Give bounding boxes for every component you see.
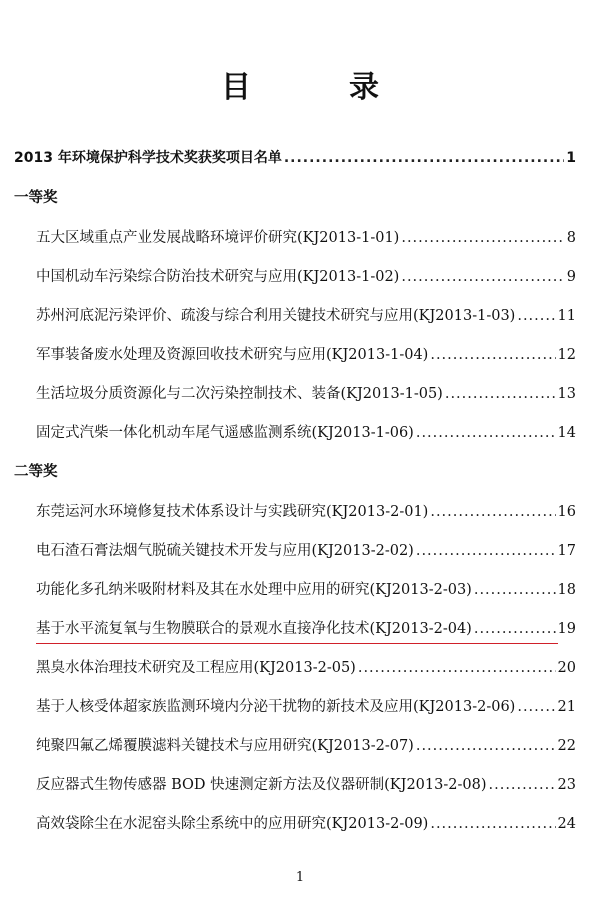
page-number: 1	[295, 870, 305, 885]
toc-entry[interactable]	[36, 304, 576, 325]
dot-leader	[474, 582, 556, 598]
toc-entry-page: 12	[557, 347, 576, 363]
toc-entry-text: 黑臭水体治理技术研究及工程应用(KJ2013-2-05)	[36, 660, 356, 676]
toc-entry-page: 22	[557, 738, 576, 754]
dot-leader	[358, 660, 556, 676]
toc-entry-text: 纯聚四氟乙烯覆膜滤料关键技术与应用研究(KJ2013-2-07)	[36, 738, 414, 754]
toc-entry-page: 24	[557, 816, 576, 832]
toc-entry-text: 中国机动车污染综合防治技术研究与应用(KJ2013-1-02)	[36, 269, 400, 285]
toc-entry-page: 20	[557, 660, 576, 676]
dot-leader	[430, 347, 555, 363]
section-heading-first-prize: 一等奖	[14, 190, 58, 206]
toc-entry-text: 2013 年环境保护科学技术奖获奖项目名单	[14, 150, 282, 166]
toc-entry[interactable]	[36, 812, 576, 833]
toc-entry[interactable]	[36, 343, 576, 364]
toc-entry-text: 电石渣石膏法烟气脱硫关键技术开发与应用(KJ2013-2-02)	[36, 543, 414, 559]
toc-entry-highlighted[interactable]	[36, 617, 576, 638]
toc-entry-page: 21	[557, 699, 576, 715]
dot-leader	[401, 230, 564, 246]
dot-leader	[445, 386, 556, 402]
dot-leader	[416, 738, 556, 754]
dot-leader	[416, 425, 556, 441]
toc-entry-page: 17	[557, 543, 576, 559]
toc-entry-text: 五大区域重点产业发展战略环境评价研究(KJ2013-1-01)	[36, 230, 400, 246]
dot-leader	[430, 816, 555, 832]
toc-entry[interactable]	[36, 382, 576, 403]
toc-entry-page: 1	[566, 150, 576, 166]
toc-entry-page: 9	[566, 269, 576, 285]
toc-entry-page: 8	[566, 230, 576, 246]
toc-entry[interactable]	[36, 226, 576, 247]
toc-entry-text: 基于人核受体超家族监测环境内分泌干扰物的新技术及应用(KJ2013-2-06)	[36, 699, 516, 715]
dot-leader	[517, 699, 555, 715]
section-heading-second-prize: 二等奖	[14, 464, 58, 480]
page-title: 目 录	[221, 70, 413, 105]
dot-leader	[489, 777, 556, 793]
toc-entry-page: 16	[557, 504, 576, 520]
dot-leader	[416, 543, 556, 559]
toc-entry-page: 19	[557, 621, 576, 637]
toc-entry-text: 苏州河底泥污染评价、疏浚与综合利用关键技术研究与应用(KJ2013-1-03)	[36, 308, 516, 324]
dot-leader	[430, 504, 555, 520]
toc-entry-text: 固定式汽柴一体化机动车尾气遥感监测系统(KJ2013-1-06)	[36, 425, 414, 441]
dot-leader	[401, 269, 564, 285]
dot-leader	[517, 308, 555, 324]
toc-entry[interactable]	[36, 734, 576, 755]
toc-entry[interactable]	[36, 578, 576, 599]
dot-leader	[474, 621, 556, 637]
toc-entry-text: 军事装备废水处理及资源回收技术研究与应用(KJ2013-1-04)	[36, 347, 429, 363]
toc-main-entry[interactable]	[14, 147, 576, 167]
toc-entry-page: 23	[557, 777, 576, 793]
toc-entry[interactable]	[36, 695, 576, 716]
toc-entry-text: 东莞运河水环境修复技术体系设计与实践研究(KJ2013-2-01)	[36, 504, 429, 520]
toc-entry-page: 11	[557, 308, 576, 324]
toc-entry[interactable]	[36, 421, 576, 442]
toc-entry[interactable]	[36, 500, 576, 521]
dot-leader	[284, 150, 564, 166]
toc-entry-text: 功能化多孔纳米吸附材料及其在水处理中应用的研究(KJ2013-2-03)	[36, 582, 472, 598]
toc-entry-page: 14	[557, 425, 576, 441]
toc-entry-text: 高效袋除尘在水泥窑头除尘系统中的应用研究(KJ2013-2-09)	[36, 816, 429, 832]
toc-entry[interactable]	[36, 539, 576, 560]
toc-entry-page: 13	[557, 386, 576, 402]
toc-entry[interactable]	[36, 773, 576, 794]
toc-entry-text: 基于水平流复氧与生物膜联合的景观水直接净化技术(KJ2013-2-04)	[36, 621, 472, 637]
toc-entry[interactable]	[36, 656, 576, 677]
toc-entry-page: 18	[557, 582, 576, 598]
red-underline-mark	[36, 643, 558, 644]
toc-entry[interactable]	[36, 265, 576, 286]
toc-entry-text: 生活垃圾分质资源化与二次污染控制技术、装备(KJ2013-1-05)	[36, 386, 443, 402]
toc-entry-text: 反应器式生物传感器 BOD 快速测定新方法及仪器研制(KJ2013-2-08)	[36, 777, 487, 793]
